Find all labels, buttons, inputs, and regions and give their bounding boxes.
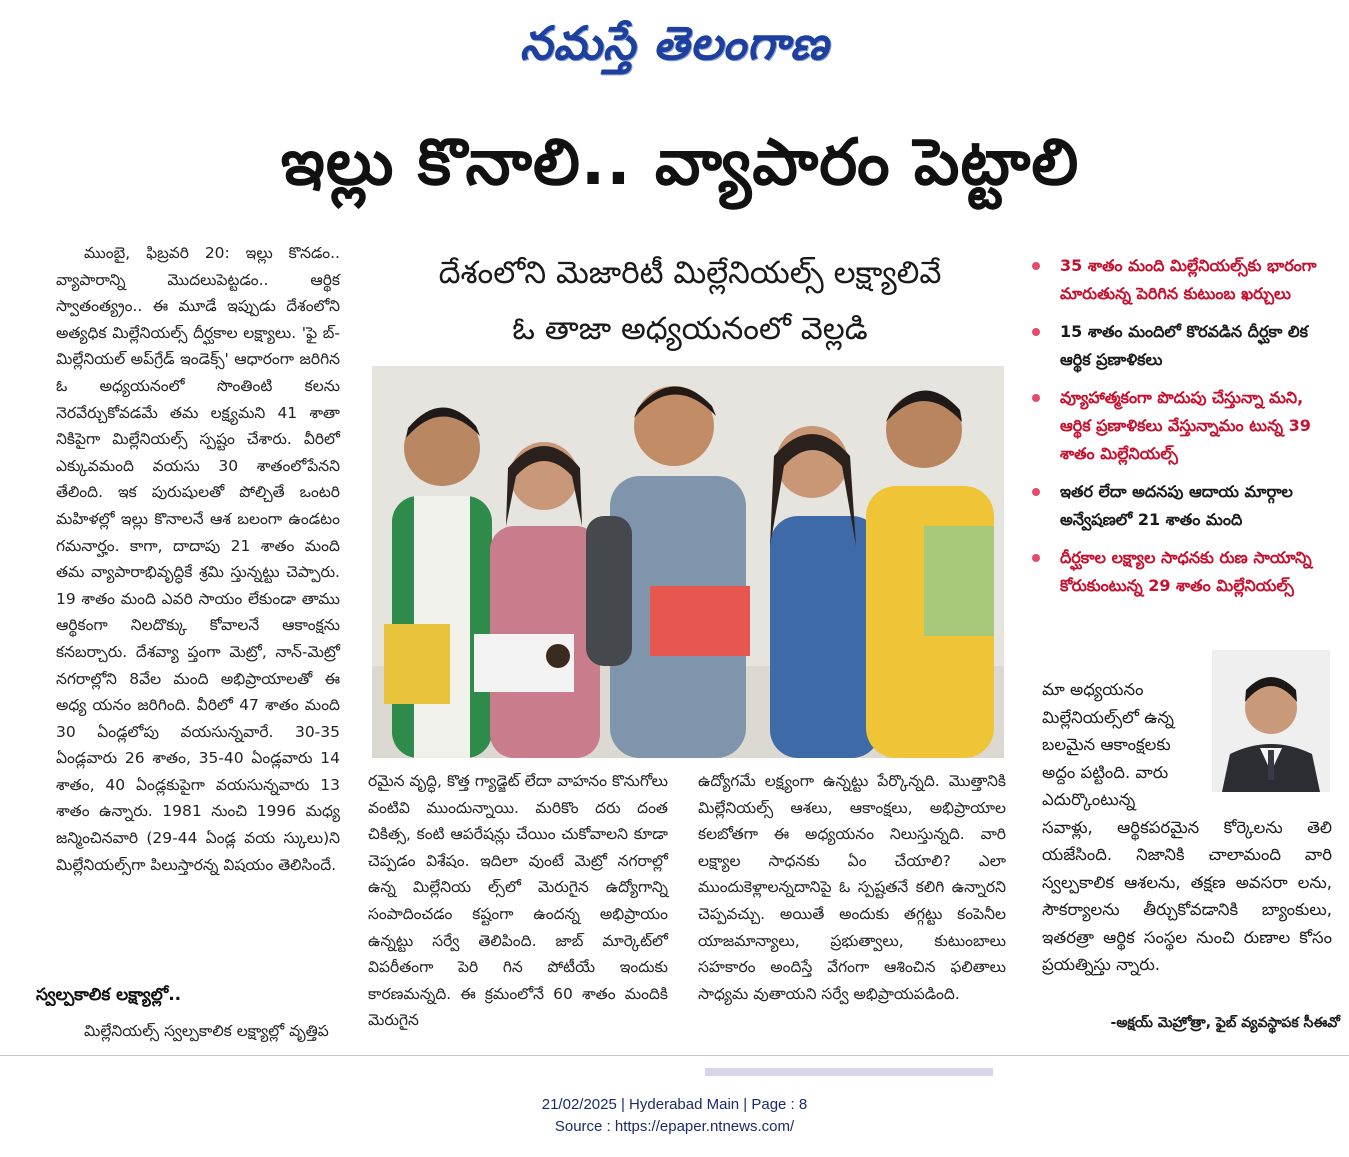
article-paragraph: మిల్లేనియల్స్ స్వల్పకాలిక లక్ష్యాల్లో వృత్తిప: [84, 1022, 329, 1040]
article-paragraph: ఉద్యోగమే లక్ష్యంగా ఉన్నట్టు పేర్కొన్నది. మొత్తానికి మిల్లేనియల్స్ ఆశలు, ఆకాంక్షలు, అభిప్రాయాల కలబోతగా ఈ అధ్యయనం నిలుస్తున్నది. వారి లక్ష్యాల సాధనకు ఏం చేయాలి? ఎలా ముందుకెళ్లాలన్నదానిపై ఓ స్పష్టతనే కలిగి ఉన్నారని చెప్పవచ్చు. అయితే అందుకు తగ్గట్టు కంపెనీల యాజమాన్యాలు, ప్రభుత్వాలు, కుటుంబాలు సహకారం అందిస్తే వేగంగా ఆశించిన ఫలితాలు సాధ్యమ వుతాయని సర్వే అభిప్రాయపడింది.: [698, 772, 1006, 1003]
masthead: [0, 8, 1349, 78]
bullet-dot-icon: [1032, 554, 1040, 562]
footer-source-link[interactable]: Source : https://epaper.ntnews.com/: [554, 1118, 795, 1135]
quote-line: ఎదుర్కొంటున్న: [1042, 790, 1136, 809]
deck-line-1: దేశంలోని మెజారిటీ మిల్లేనియల్స్ లక్ష్యాలివే: [438, 255, 942, 291]
highlight-item: [1028, 252, 1328, 308]
bullet-dot-icon: [1032, 394, 1040, 402]
highlight-item: [1028, 478, 1328, 534]
subhead: స్వల్పకాలిక లక్ష్యాల్లో..: [36, 985, 182, 1005]
bottom-strip: [705, 1068, 993, 1076]
bullet-dot-icon: [1032, 328, 1040, 336]
highlight-item: [1028, 384, 1328, 468]
group-photo-illustration: [372, 366, 1004, 758]
quote-line: అద్దం పట్టింది. వారు: [1042, 762, 1169, 782]
article-column-3: [698, 768, 1006, 1007]
highlight-text: 15 శాతం మందిలో కొరవడిన దీర్ఘకా లిక ఆర్థిక ప్రణాళికలు: [1060, 322, 1308, 369]
headline: ఇల్లు కొనాలి.. వ్యాపారం పెట్టాలి: [280, 126, 1080, 200]
bullet-dot-icon: [1032, 262, 1040, 270]
highlight-text: దీర్ఘకాల లక్ష్యాల సాధనకు రుణ సాయాన్ని కోరుకుంటున్న 29 శాతం మిల్లేనియల్స్: [1060, 548, 1312, 595]
highlights-list: [1028, 252, 1328, 610]
bullet-dot-icon: [1032, 488, 1040, 496]
masthead-title: నమస్తే తెలంగాణ: [519, 16, 830, 70]
article-column-1-continued: [56, 1018, 340, 1045]
quote-block: [1042, 676, 1332, 979]
article-paragraph: ముంబై, ఫిబ్రవరి 20: ఇల్లు కొనడం.. వ్యాపారాన్ని మొదలుపెట్టడం.. ఆర్థిక స్వాతంత్య్రం.. ఈ మూడే ఇప్పుడు దేశంలోని అత్యధిక మిల్లేనియల్స్ దీర్ఘకాల లక్ష్యాలు. 'ఫై బ్-మిల్లేనియల్ అప్‌గ్రేడ్ ఇండెక్స్' ఆధారంగా జరిగిన ఓ అధ్యయనంలో సొంతింటి కలను నెరవేర్చుకోవడమే తమ లక్ష్యమని 41 శాతా నికిపైగా మిల్లేనియల్స్ స్పష్టం చేశారు. వీరిలో ఎక్కువమంది వయసు 30 శాతంలోపేనని తేలింది. ఇక పురుషులతో పోల్చితే ఒంటరి మహిళల్లో ఇల్లు కొనాలనే ఆశ బలంగా ఉండటం గమనార్హం. కాగా, దాదాపు 21 శాతం మంది తమ వ్యాపారాభివృద్ధికే శ్రమి స్తున్నట్టు చెప్పారు. 19 శాతం మంది ఎవరి సాయం లేకుండా తాము ఆర్థికంగా నిలదొక్కు కోవాలనే ఆకాంక్షను కనబర్చారు. దేశవ్యా ప్తంగా మెట్రో, నాన్-మెట్రో నగరాల్లోని 8వేల మంది అభిప్రాయాలతో ఈ అధ్య యనం జరిగింది. వీరిలో 47 శాతం మంది 30 ఏండ్లలోపు వయసున్నవారే. 30-35 ఏండ్లవారు 26 శాతం, 35-40 ఏండ్లవారు 14 శాతం, 40 ఏండ్లకుపైగా వయసున్నవారు 13 శాతం ఉన్నారు. 1981 నుంచి 1996 మధ్య జన్మించినవారి (29-44 ఏండ్ల వయ స్కులు)ని మిల్లేనియల్స్‌గా పిలుస్తారన్న విషయం తెలిసిందే.: [56, 244, 340, 874]
deck: [372, 245, 1008, 357]
group-photo: [372, 366, 1004, 758]
page-footer: [0, 1094, 1349, 1138]
quote-line: బలమైన ఆకాంక్షలకు: [1042, 735, 1171, 754]
highlight-item: [1028, 318, 1328, 374]
highlight-text: 35 శాతం మంది మిల్లేనియల్స్‌కు భారంగా మారుతున్న పెరిగిన కుటుంబ ఖర్చులు: [1060, 256, 1317, 303]
quote-line: మా అధ్యయనం: [1042, 680, 1144, 699]
quote-rest: సవాళ్లు, ఆర్థికపరమైన కోర్కెలను తెలి యజేసింది. నిజానికి చాలామంది వారి స్వల్పకాలిక ఆశలను, తక్షణ అవసరా లను, సౌకర్యాలను తీర్చుకోవడానికి బ్యాంకులు, ఇతరత్రా ఆర్థిక సంస్థల నుంచి రుణాల కోసం ప్రయత్నిస్తు న్నారు.: [1042, 817, 1332, 974]
quote-line: మిల్లేనియల్స్‌లో ఉన్న: [1042, 707, 1174, 727]
article-column-1: [56, 240, 340, 878]
footer-edition-line: 21/02/2025 | Hyderabad Main | Page : 8: [541, 1096, 808, 1113]
article-column-2: [368, 768, 668, 1034]
highlight-text: ఇతర లేదా అదనపు ఆదాయ మార్గాల అన్వేషణలో 21 శాతం మంది: [1060, 482, 1293, 529]
highlight-item: [1028, 544, 1328, 600]
article-paragraph: రమైన వృద్ధి, కొత్త గ్యాడ్జెట్ లేదా వాహనం కొనుగోలు వంటివి ముందున్నాయి. మరికొం దరు దంత చికిత్స, కంటి ఆపరేషన్లు చేయిం చుకోవాలని కూడా చెప్పడం విశేషం. ఇదిలా వుంటే మెట్రో నగరాల్లో ఉన్న మిల్లేనియ ల్స్‌లో మెరుగైన ఉద్యోగాన్ని సంపాదించడం కష్టంగా ఉందన్న అభిప్రాయం ఉన్నట్టు సర్వే తెలిపింది. జాబ్ మార్కెట్‌లో విపరీతంగా పెరి గిన పోటీయే ఇందుకు కారణమన్నది. ఈ క్రమంలోనే 60 శాతం మందికి మెరుగైన: [368, 772, 668, 1030]
bottom-divider: [0, 1055, 1349, 1056]
deck-line-2: ఓ తాజా అధ్యయనంలో వెల్లడి: [512, 311, 868, 347]
highlight-text: వ్యూహాత్మకంగా పొదుపు చేస్తున్నా మని, ఆర్థిక ప్రణాళికలు వేస్తున్నామం టున్న 39 శాతం మిల్లేనియల్స్: [1060, 388, 1311, 463]
quote-attribution: -అక్షయ్ మెహ్రోత్రా, ఫైబ్ వ్యవస్థాపక సీఈవో: [1110, 1015, 1340, 1031]
